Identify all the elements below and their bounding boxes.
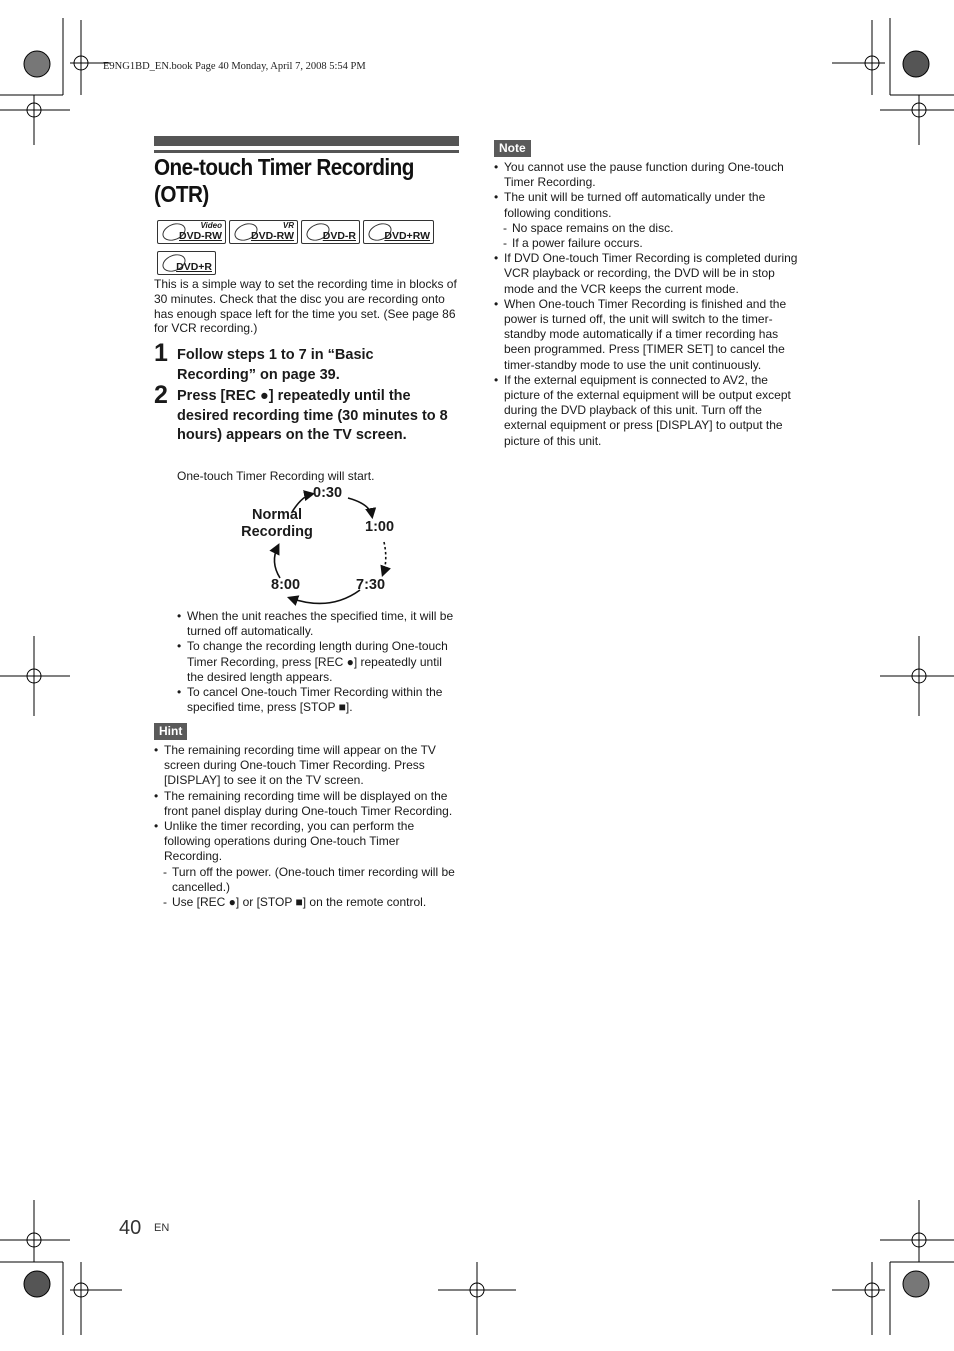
step-note: One-touch Timer Recording will start.	[177, 469, 375, 483]
disc-badge-dvd-r: DVD-R	[301, 220, 360, 244]
list-item: • To cancel One-touch Timer Recording within the specified time, press [STOP ■].	[177, 685, 459, 715]
step2-bullet-list	[177, 609, 459, 715]
arrow-800-normal	[274, 546, 280, 578]
list-item: - Use [REC ●] or [STOP ■] on the remote control.	[154, 895, 459, 910]
list-item: • The unit will be turned off automatically under the following conditions.	[494, 190, 799, 220]
arrow-730-800	[290, 590, 360, 603]
list-item: • The remaining recording time will be displayed on the front panel display during One-touch Timer Recording.	[154, 789, 459, 819]
book-header: E9NG1BD_EN.book Page 40 Monday, April 7, 2008 5:54 PM	[103, 61, 366, 72]
list-item: • When the unit reaches the specified time, it will be turned off automatically.	[177, 609, 459, 639]
disc-badge-dvd-rw-vr: VR DVD-RW	[229, 220, 298, 244]
hint-list	[154, 743, 459, 910]
step-number: 2	[154, 381, 168, 409]
page-title: One-touch Timer Recording (OTR)	[154, 154, 414, 207]
list-item: • Unlike the timer recording, you can perform the following operations during One-touch Timer Recording.	[154, 819, 459, 865]
list-item: - If a power failure occurs.	[494, 236, 799, 251]
diagram-label-730: 7:30	[356, 577, 386, 593]
diagram-label-normal-recording: Normal Recording	[241, 507, 313, 540]
step-text: Follow steps 1 to 7 in “Basic Recording” on page 39.	[177, 347, 374, 383]
disc-badge-dvd-plus-r: DVD+R	[157, 251, 216, 275]
page-number: 40	[119, 1217, 142, 1239]
page-language: EN	[154, 1222, 170, 1234]
step-text: Press [REC ●] repeatedly until the desired recording time (30 minutes to 8 hours) appears on the TV screen.	[177, 388, 448, 443]
diagram-label-800: 8:00	[271, 577, 301, 593]
section-rule	[154, 150, 459, 153]
arrow-030-100	[348, 498, 372, 516]
section-bar	[154, 136, 459, 146]
diagram-label-100: 1:00	[365, 519, 395, 535]
note-label: Note	[494, 140, 531, 157]
step-number: 1	[154, 339, 168, 367]
list-item: • You cannot use the pause function during One-touch Timer Recording.	[494, 160, 799, 190]
recording-cycle-diagram	[230, 482, 430, 612]
list-item: - No space remains on the disc.	[494, 221, 799, 236]
intro-paragraph: This is a simple way to set the recording time in blocks of 30 minutes. Check that the disc you are recording onto has enough space left for the time you set. (See page 86 for VCR recording.)	[154, 277, 457, 336]
list-item: • To change the recording length during One-touch Timer Recording, press [REC ●] repeatedly until the desired length appears.	[177, 639, 459, 685]
disc-badge-dvd-rw-video: Video DVD-RW	[157, 220, 226, 244]
diagram-label-030: 0:30	[313, 485, 343, 501]
note-list	[494, 160, 799, 449]
hint-label: Hint	[154, 723, 187, 740]
list-item: - Turn off the power. (One-touch timer recording will be cancelled.)	[154, 865, 459, 895]
list-item: • If the external equipment is connected to AV2, the picture of the external equipment will be output except during the DVD playback of this unit. Turn off the external equipment or press [DISPLAY] to output the picture of this unit.	[494, 373, 799, 449]
list-item: • The remaining recording time will appear on the TV screen during One-touch Timer Recording. Press [DISPLAY] to see it on the TV screen.	[154, 743, 459, 789]
arrow-100-730	[383, 542, 386, 574]
list-item: • When One-touch Timer Recording is finished and the power is turned off, the unit will switch to the timer-standby mode automatically if a timer recording has been programmed. Press [TIMER SET] to cancel the timer-standby mode to use the unit continuously.	[494, 297, 799, 373]
list-item: • If DVD One-touch Timer Recording is completed during VCR playback or recording, the DVD will be in stop mode and the VCR keeps the current mode.	[494, 251, 799, 297]
disc-badge-dvd-plus-rw: DVD+RW	[363, 220, 434, 244]
